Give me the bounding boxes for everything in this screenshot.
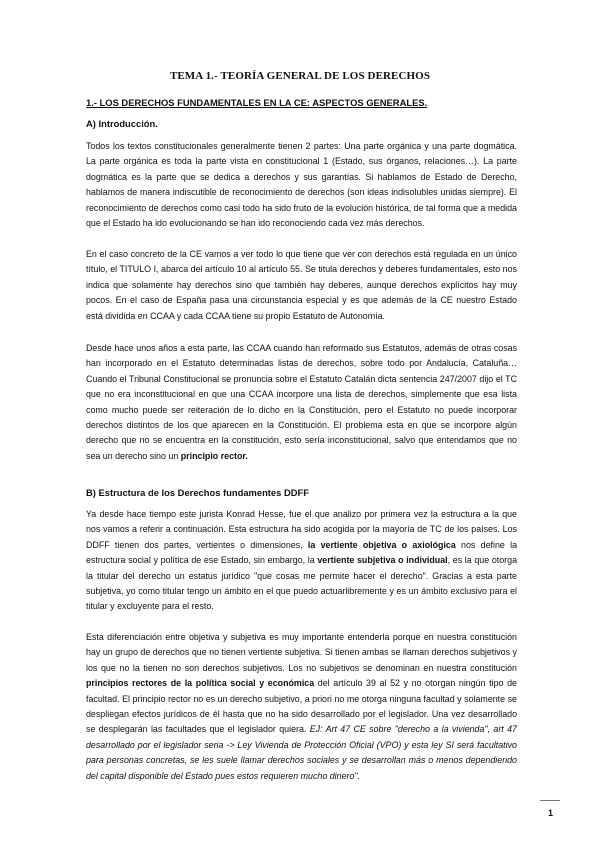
footer-divider <box>540 800 560 801</box>
paragraph-1: Todos los textos constitucionales generalmente tienen 2 partes: Una parte orgánica y una parte dogmática. La parte orgánica es toda la parte vista en constitucional 1 (Estado, sus órganos, relaciones…). La parte dogmática es la parte que se dedica a derechos y sus garantías. Si hablamos de Estado de Derecho, hablamos de manera indiscutible de reconocimiento de derechos (son ideas indisolubles unidas siempre). El reconocimiento de derechos como casi todo ha sido fruto de la evolución histórica, de tal forma que a medida que el Estado ha ido evolucionando se han ido reconociendo cada vez más derechos. <box>86 141 517 229</box>
subsection-heading-b: B) Estructura de los Derechos fundamentes DDFF <box>86 487 309 498</box>
paragraph-3-text: Desde hace unos años a esta parte, las CCAA cuando han reformado sus Estatutos, además de otras cosas han incorporado en el Estatuto determinadas listas de derechos, sobre todo por Andalucía, Cataluña… Cuando el Tribunal Constitucional se pronuncia sobre el Estatuto Catalán dicta sentencia 247/2007 dijo el TC que no era inconstitucional en que una CCAA incorpore una lista de derechos, simplemente que esa lista como mucho puede ser reiteración de lo dicho en la Constitución, pero el Estatuto no puede incorporar derechos distintos de los que aparecen en la Constitución. El problema esta en que se incorpore algún derecho que no se encuentra en la constitución, esto sería inconstitucional, salvo que entendamos que no sea un derecho sino un <box>86 343 517 461</box>
subsection-heading-a: A) Introducción. <box>86 118 158 129</box>
page-number: 1 <box>548 808 554 818</box>
section-heading: 1.- LOS DERECHOS FUNDAMENTALES EN LA CE: ASPECTOS GENERALES. <box>86 97 428 108</box>
paragraph-4 <box>86 507 517 615</box>
paragraph-2: En el caso concreto de la CE vamos a ver todo lo que tiene que ver con derechos está regulada en un único título, el TITULO I, abarca del artículo 10 al artículo 55. Se titula derechos y deberes fundamentales, esto nos indica que solamente hay derechos sino que también hay deberes, aunque derechos explícitos hay muy pocos. En el caso de España pasa una circunstancia especial y es que además de la CE nuestro Estado está dividida en CCAA y cada CCAA tiene su propio Estatuto de Autonomía. <box>86 249 517 321</box>
paragraph-3-bold: principio rector. <box>180 450 248 461</box>
paragraph-4-text-c: nos define la estructura social y política de ese Estado, sin embargo, la <box>86 539 518 566</box>
paragraph-3 <box>86 341 517 464</box>
paragraph-5-bold: principios rectores de la política social y económica <box>86 678 315 689</box>
paragraph-5 <box>86 630 517 784</box>
paragraph-4-bold-1: la vertiente objetiva o axiológica <box>307 539 456 550</box>
document-title: TEMA 1.- TEORÍA GENERAL DE LOS DERECHOS <box>169 70 431 82</box>
paragraph-5-text-a: Esta diferenciación entre objetiva y subjetiva es muy importante entenderla porque en nuestra constitución hay un grupo de derechos que no tienen vertiente subjetiva. Si tienen ambas se llaman derechos subjetivos y los que no la tienen no son derechos subjetivos. Los no subjetivos se denominan en nuestra constitución <box>86 632 517 673</box>
paragraph-4-bold-2: vertiente subjetiva o individual <box>317 555 448 566</box>
paragraph-5-italic: EJ: Art 47 CE sobre "derecho a la vivienda", art 47 desarrollado por el legislador seria -> Ley Vivienda de Protección Oficial (VPO) y esta ley SI será facultativo para personas concretas, se les suele llamar derechos sociales y se desarrollan más o menos dependiendo del capital disponible del Estado pues estos requieren mucho dinero". <box>86 724 517 781</box>
paragraph-4-text-a: Ya desde hace tiempo este jurista Konrad Hesse, fue el que analizo por primera vez la estructura a la que nos vamos a referir a continuación. Esta estructura ha sido acogida por la mayoría de TC de los países. Los DDFF tienen dos partes, vertientes o dimensiones, <box>86 509 517 550</box>
paragraph-5-text-c: del artículo 39 al 52 y no otorgan ningún tipo de facultad. El principio rector no es un derecho subjetivo, a priori no me otorga ninguna facultad y solamente se despliegan efectos jurídicos de él hasta que no ha sido desarrollado por el legislador. Una vez desarrollado se desplegarán las facultades que el legislador quiera. <box>86 678 517 735</box>
paragraph-4-text-d: , es la que otorga la titular del derecho un estatus jurídico "que cosas me permite hacer el derecho". Gracias a esta parte subjetiva, yo como titular tengo un ámbito en el que puedo actuarlibremente y es un ámbito exclusivo para el titular y excluyente para el resto. <box>86 555 517 612</box>
